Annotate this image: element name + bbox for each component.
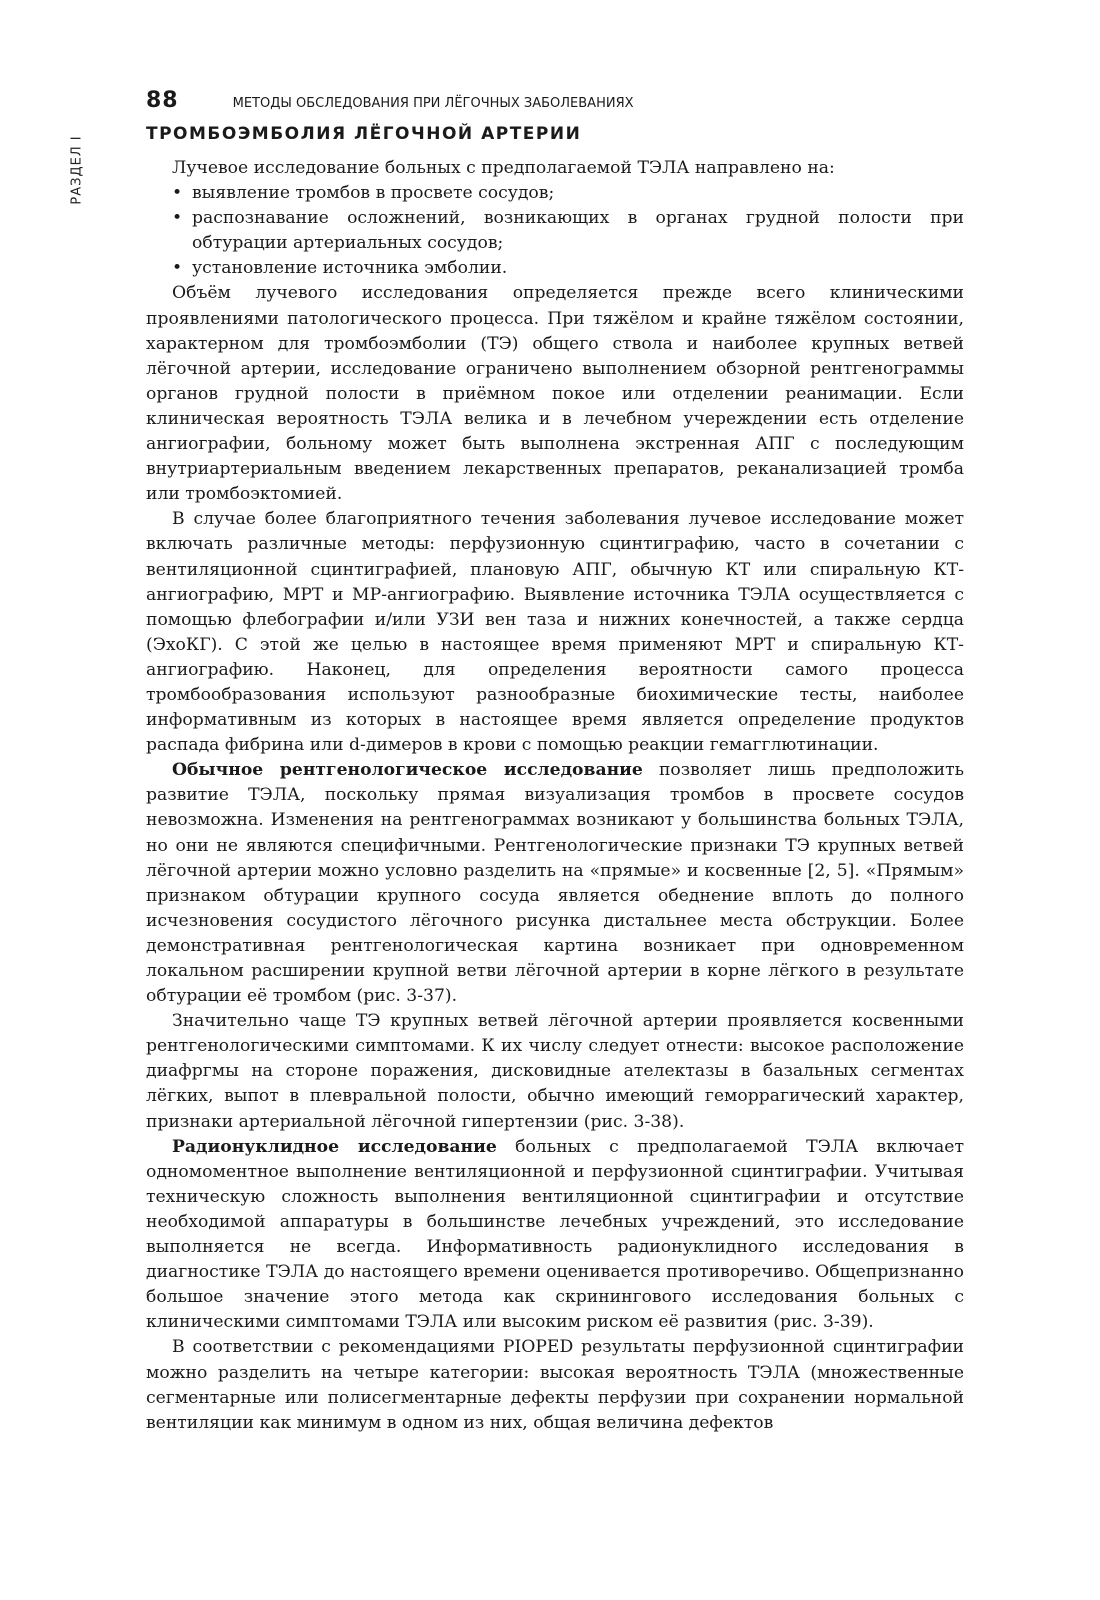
running-title: МЕТОДЫ ОБСЛЕДОВАНИЯ ПРИ ЛЁГОЧНЫХ ЗАБОЛЕВАНИЯХ bbox=[232, 96, 634, 111]
section-side-tab-label: РАЗДЕЛ I bbox=[69, 135, 85, 205]
section-side-tab bbox=[62, 120, 92, 220]
list-item: • выявление тромбов в просвете сосудов; bbox=[172, 181, 964, 206]
paragraph-text: больных с предполагаемой ТЭЛА включает одномоментное выполнение вентиляционной и перфузионной сцинтиграфии. Учитывая техническую сложность выполнения вентиляционной сцинтиграфии и отсутствие необходимой аппаратуры в большинстве лечебных учреждений, это исследование выполняется не всегда. Информативность радионуклидного исследования в диагностике ТЭЛА до настоящего времени оценивается противоречиво. Общепризнанно большое значение этого метода как скринингового исследования больных с клиническими симптомами ТЭЛА или высоким риском её развития (рис. 3-39). bbox=[146, 1136, 964, 1333]
paragraph-lead-term: Радионуклидное исследование bbox=[172, 1136, 497, 1157]
goals-list bbox=[146, 181, 964, 281]
list-item: • распознавание осложнений, возникающих в органах грудной полости при обтурации артериальных сосудов; bbox=[172, 206, 964, 256]
paragraph: Объём лучевого исследования определяется прежде всего клиническими проявлениями патологического процесса. При тяжёлом и крайне тяжёлом состоянии, характерном для тромбоэмболии (ТЭ) общего ствола и наиболее крупных ветвей лёгочной артерии, исследование ограничено выполнением обзорной рентгенограммы органов грудной полости в приёмном покое или отделении реанимации. Если клиническая вероятность ТЭЛА велика и в лечебном учереждении есть отделение ангиографии, больному может быть выполнена экстренная АПГ с последующим внутриартериальным введением лекарственных препаратов, реканализацией тромба или тромбоэктомией. bbox=[146, 283, 964, 505]
paragraph: В соответствии с рекомендациями PIOPED результаты перфузионной сцинтиграфии можно разделить на четыре категории: высокая вероятность ТЭЛА (множественные сегментарные или полисегментарные дефекты перфузии при сохранении нормальной вентиляции как минимум в одном из них, общая величина дефектов bbox=[146, 1337, 964, 1433]
list-item: • установление источника эмболии. bbox=[172, 256, 964, 281]
paragraph-text: позволяет лишь предположить развитие ТЭЛА, поскольку прямая визуализация тромбов в просвете сосудов невозможна. Изменения на рентгенограммах возникают у большинства больных ТЭЛА, но они не являются специфичными. Рентгенологические признаки ТЭ крупных ветвей лёгочной артерии можно условно разделить на «прямые» и косвенные [2, 5]. «Прямым» признаком обтурации крупного сосуда является обеднение вплоть до полного исчезновения сосудистого лёгочного рисунка дистальнее места обструкции. Более демонстративная рентгенологическая картина возникает при одновременном локальном расширении крупной ветви лёгочной артерии в корне лёгкого в результате обтурации её тромбом (рис. 3-37). bbox=[146, 760, 964, 1007]
running-header bbox=[146, 88, 634, 116]
paragraph: Значительно чаще ТЭ крупных ветвей лёгочной артерии проявляется косвенными рентгенологическими симптомами. К их числу следует отнести: высокое расположение диафргмы на стороне поражения, дисковидные ателектазы в базальных сегментах лёгких, выпот в плевральной полости, обычно имеющий геморрагический характер, признаки артериальной лёгочной гипертензии (рис. 3-38). bbox=[146, 1011, 964, 1132]
paragraph bbox=[146, 1135, 964, 1336]
paragraph: В случае более благоприятного течения заболевания лучевое исследование может включать различные методы: перфузионную сцинтиграфию, часто в сочетании с вентиляционной сцинтиграфией, плановую АПГ, обычную КТ или спиральную КТ-ангиографию, МРТ и МР-ангиографию. Выявление источника ТЭЛА осуществляется с помощью флебографии и/или УЗИ вен таза и нижних конечностей, а также сердца (ЭхоКГ). С этой же целью в настоящее время применяют МРТ и спиральную КТ-ангиографию. Наконец, для определения вероятности самого процесса тромбообразования используют разнообразные биохимические тесты, наиболее информативным из которых в настоящее время является определение продуктов распада фибрина или d-димеров в крови с помощью реакции гемагглютинации. bbox=[146, 509, 964, 756]
page-number: 88 bbox=[146, 88, 179, 113]
intro-paragraph: Лучевое исследование больных с предполагаемой ТЭЛА направлено на: bbox=[172, 158, 835, 178]
body-text bbox=[146, 156, 964, 1436]
paragraph bbox=[146, 758, 964, 1009]
section-title: ТРОМБОЭМБОЛИЯ ЛЁГОЧНОЙ АРТЕРИИ bbox=[146, 124, 582, 144]
paragraph-lead-term: Обычное рентгенологическое исследование bbox=[172, 760, 643, 781]
